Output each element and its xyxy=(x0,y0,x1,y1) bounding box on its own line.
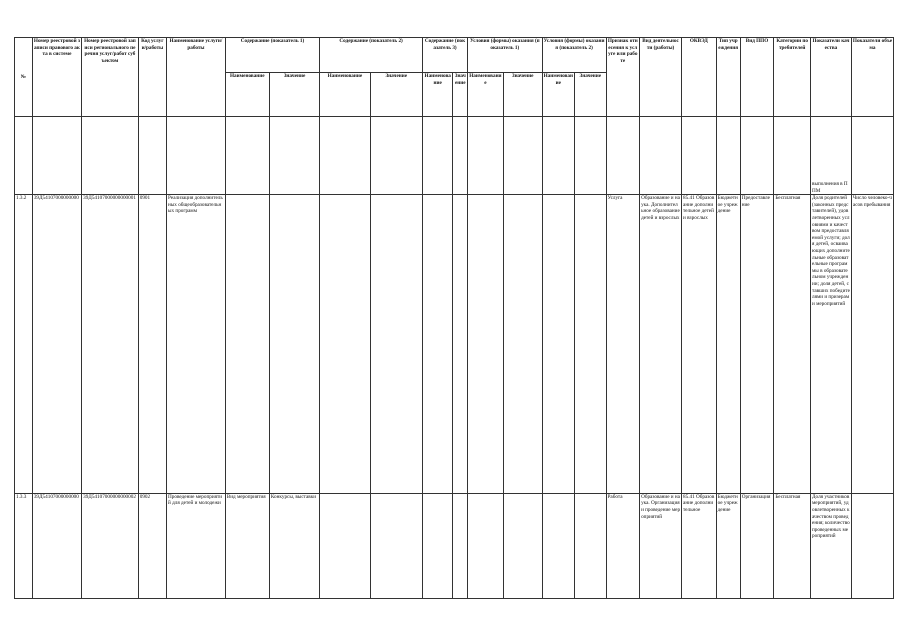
header-activity-type: Вид деятельности (работы) xyxy=(640,38,682,117)
header-volume: Показатели объема xyxy=(851,38,893,117)
register-table xyxy=(14,37,894,599)
row-activity-type: Образование и наука. Организация и проведение мероприятий xyxy=(640,493,682,598)
header-reg-entry-subj: Номер реестровой записи регионального перечня услуг/работ субъектом xyxy=(82,38,139,117)
row-c1-name xyxy=(225,195,269,494)
row-reg-entry-subj: 39Д54107000000000001 xyxy=(82,195,139,494)
subheader-c3-name: Наименование xyxy=(422,73,452,117)
header-institution-type: Тип учреждения xyxy=(716,38,740,117)
row-c1-value: Конкурсы, выставки xyxy=(269,493,319,598)
row-okved: 85.41 Образование дополнительное xyxy=(682,493,717,598)
header-reg-entry: Номер реестровой записи правового акта в системе xyxy=(32,38,81,117)
row-service-name: Проведение мероприятий для детей и молодежи xyxy=(167,493,226,598)
table-row xyxy=(15,195,894,494)
row-activity-kind: Предоставление xyxy=(740,195,774,494)
row-volume: Число человеко-часов пребывания xyxy=(851,195,893,494)
subheader-cond2-name: Наименование xyxy=(542,73,575,117)
header-content-1: Содержание (показатель 1) xyxy=(225,38,319,73)
row-service-code: 0901 xyxy=(138,195,166,494)
table-row xyxy=(15,493,894,598)
row-payment-type: Бесплатная xyxy=(774,195,811,494)
row-institution-type: Бюджетное учреждение xyxy=(716,493,740,598)
subheader-c3-value: Значение xyxy=(453,73,468,117)
table-row xyxy=(15,117,894,195)
header-activity-kind: Вид ППО xyxy=(740,38,774,117)
header-cond-2: Условия (формы) оказания (показатель 2) xyxy=(542,38,606,73)
header-quality: Показатели качества xyxy=(811,38,852,117)
row-c1-name: Вид мероприятия xyxy=(225,493,269,598)
row-okved: 85.41 Образование дополнительное детей и взрослых xyxy=(682,195,717,494)
row-quality: Доля участников мероприятий, удовлетворенных качеством проведения; количество проведенных мероприятий xyxy=(811,493,852,598)
row-activity-type: Образование и наука. Дополнительное образование детей и взрослых xyxy=(640,195,682,494)
row-reg-entry: 39Д54107000000000 xyxy=(32,493,81,598)
header-cond-1: Условия (формы) оказания (показатель 1) xyxy=(468,38,542,73)
row-quality: Доля родителей (законных представителей), удовлетворенных условиями и качеством предоставляемой услуги; доля детей, осваивающих дополнительные образовательные программы в образовательном учреждении; доля детей, ставших победителями и призерами мероприятий xyxy=(811,195,852,494)
subheader-c2-value: Значение xyxy=(370,73,422,117)
subheader-c2-name: Наименование xyxy=(320,73,370,117)
subheader-c1-name: Наименование xyxy=(225,73,269,117)
subheader-cond1-name: Наименование xyxy=(468,73,504,117)
header-payment-type: Категории потребителей xyxy=(774,38,811,117)
subheader-cond2-value: Значение xyxy=(575,73,606,117)
header-content-3: Содержание (показатель 3) xyxy=(422,38,467,73)
header-row xyxy=(15,38,894,73)
row-reg-entry: 39Д54107000000000 xyxy=(32,195,81,494)
header-sign: Признак отнесения к услуге или работе xyxy=(606,38,640,117)
header-content-2: Содержание (показатель 2) xyxy=(320,38,423,73)
header-service-name: Наименование услуги/работы xyxy=(167,38,226,117)
continued-quality-cell: выполнения в ППМ xyxy=(811,117,852,195)
row-activity-kind: Организация xyxy=(740,493,774,598)
header-service-code: Код услуги/работы xyxy=(138,38,166,117)
row-sign: Работа xyxy=(606,493,640,598)
header-num: № xyxy=(15,38,33,117)
row-sign: Услуга xyxy=(606,195,640,494)
subheader-c1-value: Значение xyxy=(269,73,319,117)
row-volume xyxy=(851,493,893,598)
header-okved: ОКВЭД xyxy=(682,38,717,117)
row-payment-type: Бесплатная xyxy=(774,493,811,598)
row-reg-entry-subj: 39Д54107000000000002 xyxy=(82,493,139,598)
row-num: 1.3.3 xyxy=(15,493,33,598)
row-c1-value xyxy=(269,195,319,494)
row-service-name: Реализация дополнительных общеобразовательных программ xyxy=(167,195,226,494)
row-institution-type: Бюджетное учреждение xyxy=(716,195,740,494)
row-num: 1.3.2 xyxy=(15,195,33,494)
row-service-code: 0902 xyxy=(138,493,166,598)
subheader-cond1-value: Значение xyxy=(503,73,542,117)
